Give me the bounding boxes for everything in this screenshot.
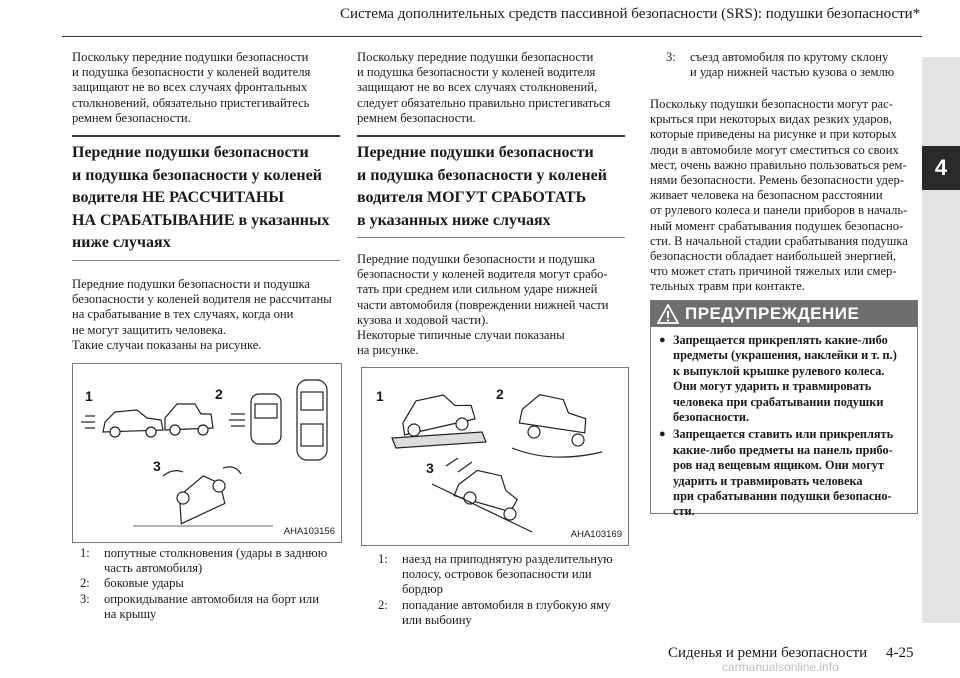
heading-line: водителя МОГУТ СРАБОТАТЬ	[357, 189, 587, 206]
warning-item	[659, 427, 911, 519]
watermark: carmanualsonline.info	[722, 660, 839, 674]
heading-line: и подушка безопасности у коленей	[72, 166, 322, 184]
col2-body-line: кузова и ходовой части).	[357, 312, 489, 327]
rollover-car-icon	[133, 467, 273, 526]
warning-line: человека при срабатывании подушки	[673, 394, 884, 409]
col1-intro-line: ремнем безопасности.	[72, 110, 191, 125]
heading-line: водителя НЕ РАССЧИТАНЫ	[72, 189, 285, 206]
col2-body-line: безопасности у коленей водителя могут срабо-	[357, 267, 608, 282]
col3-body-line: которые приведены на рисунке и при которых	[650, 127, 897, 142]
col3-body-line: мест, очень важно правильно пользоваться рем-	[650, 157, 907, 172]
caption-line: полосу, островок безопасности или	[402, 567, 592, 582]
col1-intro-line: защищают не во всех случаях фронтальных	[72, 80, 308, 95]
figure-label-2: 2	[496, 386, 504, 402]
heading-line: Передние подушки безопасности	[72, 144, 309, 161]
chapter-number-tab[interactable]: 4	[922, 146, 960, 190]
col3-body-line: люди в автомобиле могут сместиться со своих	[650, 142, 899, 157]
caption-line: и удар нижней частью кузова о землю	[690, 65, 895, 80]
col2-body-line: тать при среднем или сильном ударе нижней	[357, 282, 598, 297]
caption-line: попутные столкновения (удары в заднюю	[104, 546, 328, 560]
col2-body-line: части автомобиля (повреждении нижней части	[357, 297, 609, 312]
heading-line: НА СРАБАТЫВАНИЕ в указанных	[72, 211, 330, 229]
caption-number: 2:	[378, 597, 388, 612]
col2-body-line: Передние подушки безопасности и подушка	[357, 252, 596, 266]
warning-line: какие-либо предметы на панель прибо-	[673, 442, 893, 457]
col2-body-line: Некоторые типичные случаи показаны	[357, 328, 565, 343]
warning-line: Запрещается ставить или прикреплять	[673, 427, 894, 442]
col2-body-line: на рисунке.	[357, 343, 419, 358]
col2-section-heading	[357, 135, 625, 238]
caption-line: часть автомобиля)	[104, 561, 203, 576]
warning-line: ров над вещевым ящиком. Они могут	[673, 458, 884, 473]
col3-body-line: безопасности обладает наибольшей энергией,	[650, 249, 897, 264]
caption-line: опрокидывание автомобиля на борт или	[104, 591, 319, 606]
caption-item	[378, 598, 626, 628]
col1-body-line: на срабатывание в тех случаях, когда они	[72, 307, 294, 322]
not-deploy-illustration	[73, 364, 341, 542]
footer-page-number: 4-25	[886, 645, 914, 661]
figure-label-3: 3	[426, 460, 434, 476]
col3-body-line: живает человека на безопасном расстоянии	[650, 188, 883, 203]
caption-item	[80, 576, 342, 591]
warning-item	[659, 333, 911, 425]
header-rule	[62, 36, 922, 37]
col1-body-line: безопасности у коленей водителя не рассчитаны	[72, 292, 332, 307]
col2-intro-line: ремнем безопасности.	[357, 110, 476, 125]
figure-airbag-may-deploy	[361, 367, 629, 546]
heading-line: ниже случаях	[72, 234, 171, 251]
figure-label-1: 1	[85, 388, 93, 404]
col3-body	[650, 97, 916, 295]
caption-number: 2:	[80, 576, 90, 591]
warning-header	[651, 301, 917, 327]
col2-body	[357, 252, 627, 358]
col3-body-line: ный момент срабатывания подушек безопасно-	[650, 218, 904, 233]
warning-body	[659, 333, 911, 522]
col3-body-line: крыться при некоторых видах резких ударов,	[650, 112, 892, 127]
caption-item	[378, 552, 626, 598]
chapter-side-tab	[922, 57, 960, 623]
col2-captions	[378, 552, 626, 628]
figure-label-1: 1	[376, 388, 384, 404]
warning-line: безопасности.	[673, 410, 750, 425]
col1-intro-line: столкновений, обязательно пристегивайтесь	[72, 95, 310, 110]
warning-line: Они могут ударить и травмировать	[673, 379, 872, 394]
caption-item	[666, 50, 916, 80]
warning-line: к выпуклой крышке рулевого колеса.	[673, 363, 885, 378]
col3-body-line: нями безопасности. Ремень безопасности удер-	[650, 173, 905, 188]
pothole-icon	[512, 392, 602, 457]
col3-body-line: от рулевого колеса и панели приборов в началь-	[650, 203, 908, 218]
caption-number: 3:	[80, 591, 90, 606]
caption-number: 1:	[378, 552, 388, 566]
col2-intro-line: и подушка безопасности у коленей водителя	[357, 65, 596, 80]
heading-line: и подушка безопасности у коленей	[357, 166, 607, 184]
warning-box	[650, 300, 918, 519]
warning-line: предметы (украшения, наклейки и т. п.)	[673, 348, 897, 363]
col1-body	[72, 277, 342, 353]
caption-item	[80, 592, 342, 622]
caption-line: съезд автомобиля по крутому склону	[690, 50, 889, 64]
curb-impact-icon	[392, 391, 486, 448]
col3-body-line: Поскольку подушки безопасности могут рас-	[650, 97, 893, 111]
col1-body-line: Такие случаи показаны на рисунке.	[72, 337, 262, 352]
figure-code: AHA103156	[283, 526, 335, 537]
warning-line: сти.	[673, 504, 695, 519]
col1-intro-line: Поскольку передние подушки безопасности	[72, 50, 309, 64]
col1-section-heading	[72, 135, 340, 261]
col3-body-line: что может стать причиной тяжелых или смер-	[650, 264, 897, 279]
col1-body-line: не могут защитить человека.	[72, 322, 227, 337]
may-deploy-illustration	[362, 368, 628, 545]
caption-line: или выбоину	[402, 612, 472, 627]
figure-airbag-not-deploy	[72, 363, 342, 543]
caption-line: бордюр	[402, 582, 443, 597]
caption-item	[80, 546, 342, 576]
heading-line: Передние подушки безопасности	[357, 144, 594, 161]
page-header-title: Система дополнительных средств пассивной безопасности (SRS): подушки безопасности*	[340, 6, 921, 22]
bullet-icon: ●	[659, 334, 666, 346]
heading-line: в указанных ниже случаях	[357, 211, 551, 229]
col3-body-line: тельных травм при контакте.	[650, 279, 806, 294]
warning-line: ударить и травмировать человека	[673, 473, 863, 488]
col1-intro-line: и подушка безопасности у коленей водителя	[72, 65, 311, 80]
side-impact-topview-icon	[229, 380, 327, 460]
steep-slope-icon	[432, 458, 532, 532]
caption-line: боковые удары	[104, 576, 184, 591]
figure-label-3: 3	[153, 458, 161, 474]
col2-intro-line: следует обязательно правильно пристегиваться	[357, 95, 611, 110]
figure-label-2: 2	[215, 386, 223, 402]
col1-intro	[72, 50, 342, 126]
footer-section-title: Сиденья и ремни безопасности	[668, 645, 868, 661]
col1-body-line: Передние подушки безопасности и подушка	[72, 277, 311, 291]
col2-intro-line: защищают не во всех случаях столкновений,	[357, 80, 598, 95]
col3-body-line: сти. В начальной стадии срабатывания подушка	[650, 233, 908, 248]
warning-triangle-icon	[657, 304, 679, 324]
rear-impact-cars-icon	[81, 404, 213, 437]
bullet-icon: ●	[659, 428, 666, 441]
caption-line: на крышу	[104, 606, 157, 621]
caption-number: 1:	[80, 546, 90, 560]
caption-line: попадание автомобиля в глубокую яму	[402, 597, 611, 612]
col2-intro-line: Поскольку передние подушки безопасности	[357, 50, 594, 64]
caption-number: 3:	[666, 50, 676, 64]
col1-captions	[80, 546, 342, 622]
col3-caption-3	[666, 50, 916, 80]
col2-intro	[357, 50, 627, 126]
caption-line: наезд на приподнятую разделительную	[402, 552, 613, 566]
warning-line: Запрещается прикреплять какие-либо	[673, 333, 888, 347]
warning-title: ПРЕДУПРЕЖДЕНИЕ	[685, 304, 860, 323]
warning-line: при срабатывании подушки безопасно-	[673, 489, 892, 504]
figure-code: AHA103169	[570, 529, 622, 540]
